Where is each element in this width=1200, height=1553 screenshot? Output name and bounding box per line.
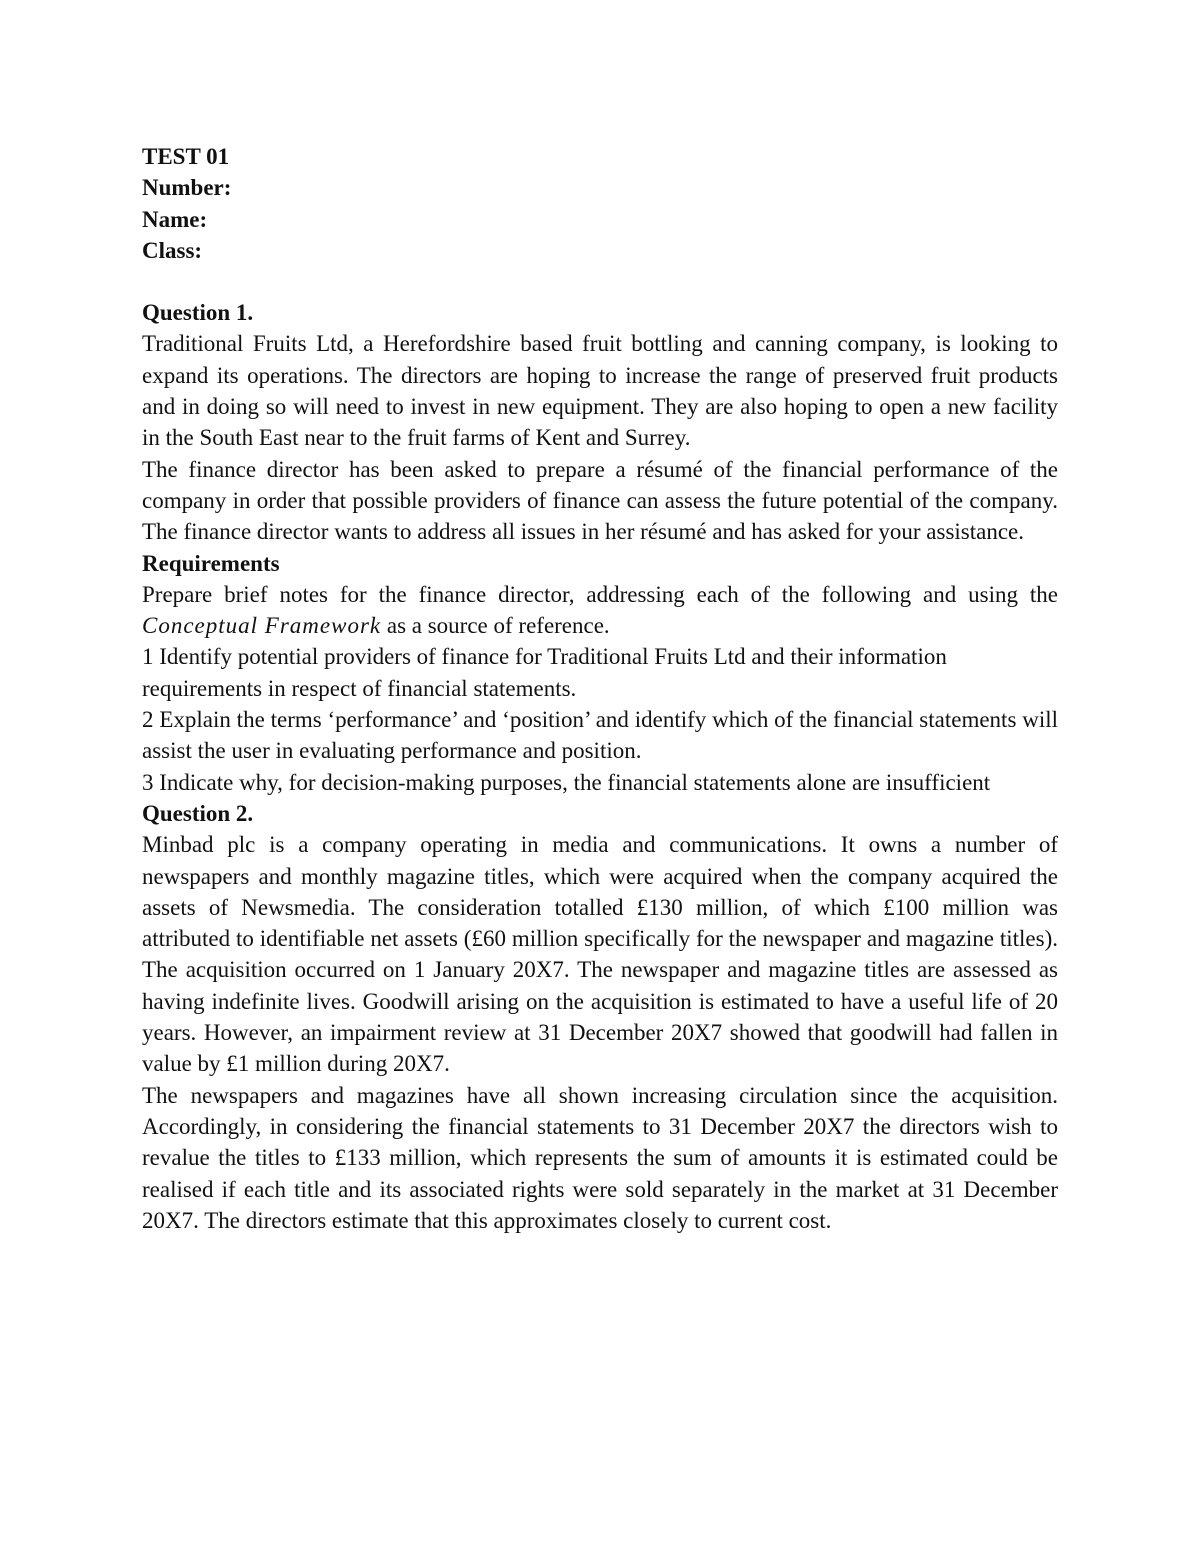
name-label: Name: bbox=[142, 206, 208, 232]
test-title: TEST 01 bbox=[142, 144, 230, 169]
requirement-3: 3 Indicate why, for decision-making purposes, the financial statements alone are insufficient bbox=[142, 769, 991, 795]
requirements-intro-tail: as a source of reference. bbox=[381, 613, 610, 639]
number-label: Number: bbox=[142, 175, 232, 201]
class-label: Class: bbox=[142, 237, 203, 263]
requirements-intro bbox=[142, 579, 1058, 642]
requirement-1: 1 Identify potential providers of finance for Traditional Fruits Ltd and their information requirements in respect of financial statements. bbox=[142, 644, 947, 701]
test-header bbox=[142, 141, 1058, 266]
question-2-paragraph-1: Minbad plc is a company operating in media and communications. It owns a number of newspapers and monthly magazine titles, which were acquired when the company acquired the assets of Newsmedia. The consideration totalled £130 million, of which £100 million was attributed to identifiable net assets (£60 million specifically for the newspaper and magazine titles). The acquisition occurred on 1 January 20X7. The newspaper and magazine titles are assessed as having indefinite lives. Goodwill arising on the acquisition is estimated to have a useful life of 20 years. However, an impairment review at 31 December 20X7 showed that goodwill had fallen in value by £1 million during 20X7. bbox=[142, 832, 1058, 1077]
conceptual-framework-title: Conceptual Framework bbox=[142, 613, 382, 639]
requirements-heading: Requirements bbox=[142, 550, 280, 576]
question-2-paragraph-2: The newspapers and magazines have all shown increasing circulation since the acquisition. Accordingly, in considering the financial statements to 31 December 20X7 the directors wish to revalue the titles to £133 million, which represents the sum of amounts it is estimated could be realised if each title and its associated rights were sold separately in the market at 31 December 20X7. The directors estimate that this approximates closely to current cost. bbox=[142, 1082, 1058, 1233]
requirement-2: 2 Explain the terms ‘performance’ and ‘position’ and identify which of the financial statements will assist the user in evaluating performance and position. bbox=[142, 707, 1058, 764]
requirements-intro-text: Prepare brief notes for the finance director, addressing each of the following and using the bbox=[142, 581, 1058, 607]
question-2-heading: Question 2. bbox=[142, 800, 254, 826]
question-1-heading: Question 1. bbox=[142, 300, 254, 326]
question-1-paragraph-1: Traditional Fruits Ltd, a Herefordshire based fruit bottling and canning company, is looking to expand its operations. The directors are hoping to increase the range of preserved fruit products and in doing so will need to invest in new equipment. They are also hoping to open a new facility in the South East near to the fruit farms of Kent and Surrey. bbox=[142, 331, 1058, 451]
question-1-paragraph-2: The finance director has been asked to prepare a résumé of the financial performance of the company in order that possible providers of finance can assess the future potential of the company. The finance director wants to address all issues in her résumé and has asked for your assistance. bbox=[142, 456, 1058, 545]
document-body bbox=[142, 141, 1058, 1236]
